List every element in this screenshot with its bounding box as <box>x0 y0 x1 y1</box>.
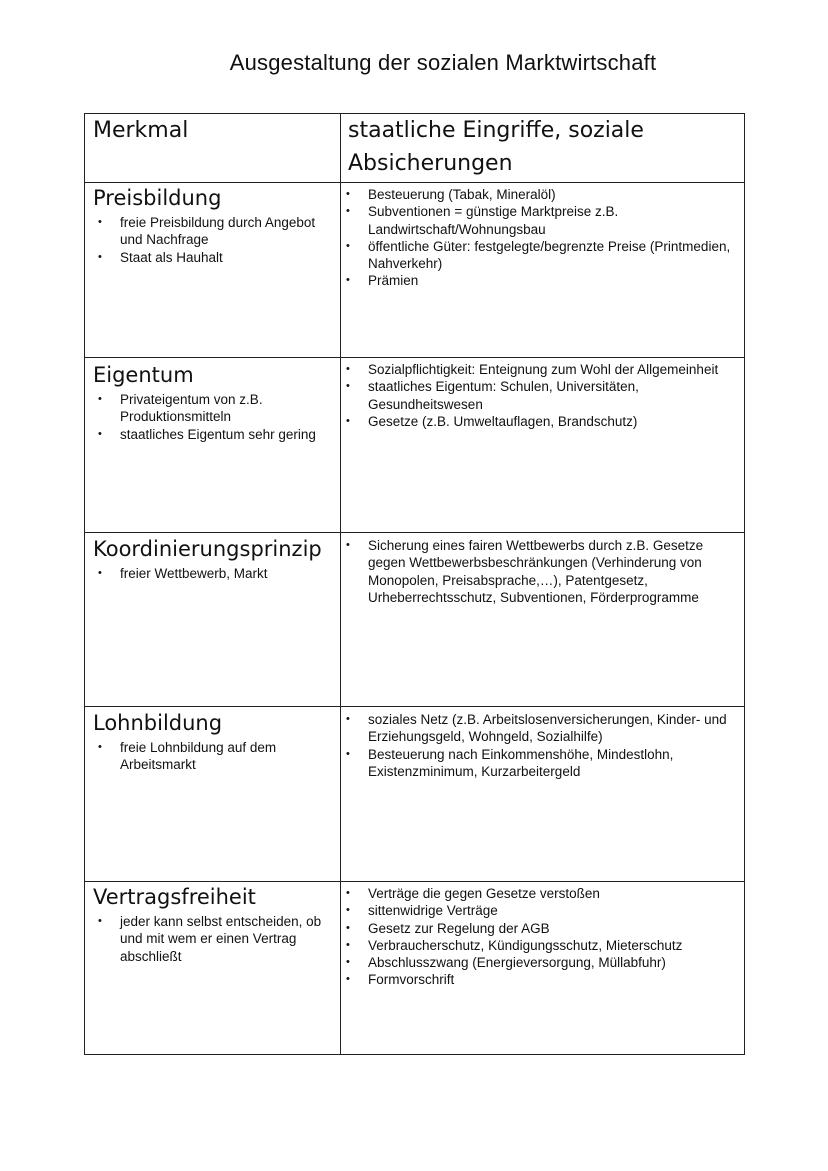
intervention-list <box>341 711 731 780</box>
feature-list <box>93 739 333 774</box>
list-item: • freie Preisbildung durch Angebot und Nachfrage <box>93 214 333 249</box>
list-item: • Verträge die gegen Gesetze verstoßen <box>341 885 731 902</box>
list-item: • Gesetz zur Regelung der AGB <box>341 920 731 937</box>
list-item: • sittenwidrige Verträge <box>341 902 731 919</box>
list-item: • Subventionen = günstige Marktpreise z.B. Landwirtschaft/Wohnungsbau <box>341 203 731 238</box>
list-item: • Formvorschrift <box>341 971 731 988</box>
intervention-cell <box>341 537 731 606</box>
feature-cell <box>93 185 333 266</box>
intervention-list <box>341 885 731 989</box>
list-item: • freier Wettbewerb, Markt <box>93 565 333 582</box>
row-divider <box>85 532 744 533</box>
feature-cell <box>93 536 333 582</box>
list-item: • freie Lohnbildung auf dem Arbeitsmarkt <box>93 739 333 774</box>
feature-title: Eigentum <box>93 363 194 387</box>
list-item: • jeder kann selbst entscheiden, ob und mit wem er einen Vertrag abschließt <box>93 913 333 965</box>
list-item: • Gesetze (z.B. Umweltauflagen, Brandschutz) <box>341 413 731 430</box>
row-divider <box>85 881 744 882</box>
header-merkmal: Merkmal <box>93 118 189 143</box>
feature-list <box>93 214 333 266</box>
list-item: • Abschlusszwang (Energieversorgung, Müllabfuhr) <box>341 954 731 971</box>
list-item: • Verbraucherschutz, Kündigungsschutz, Mieterschutz <box>341 937 731 954</box>
feature-title: Lohnbildung <box>93 711 223 735</box>
page-title: Ausgestaltung der sozialen Marktwirtschaft <box>229 50 657 75</box>
feature-title: Preisbildung <box>93 186 222 210</box>
feature-cell <box>93 884 333 965</box>
header-eingriffe: staatliche Eingriffe, soziale Absicherungen <box>348 118 644 176</box>
list-item: • staatliches Eigentum sehr gering <box>93 426 333 443</box>
list-item: • Besteuerung (Tabak, Mineralöl) <box>341 186 731 203</box>
intervention-list <box>341 361 731 430</box>
intervention-list <box>341 186 731 290</box>
intervention-cell <box>341 186 731 290</box>
row-divider <box>85 706 744 707</box>
intervention-cell <box>341 885 731 989</box>
intervention-cell <box>341 711 731 780</box>
intervention-cell <box>341 361 731 430</box>
features-table <box>84 113 745 1055</box>
feature-list <box>93 565 333 582</box>
feature-cell <box>93 710 333 774</box>
feature-cell <box>93 362 333 443</box>
list-item: • Privateigentum von z.B. Produktionsmitteln <box>93 391 333 426</box>
list-item: • Besteuerung nach Einkommenshöhe, Mindestlohn, Existenzminimum, Kurzarbeitergeld <box>341 746 731 781</box>
feature-title: Vertragsfreiheit <box>93 885 256 909</box>
row-divider <box>85 182 744 183</box>
row-divider <box>85 357 744 358</box>
list-item: • Prämien <box>341 272 731 289</box>
list-item: • Sozialpflichtigkeit: Enteignung zum Wohl der Allgemeinheit <box>341 361 731 378</box>
list-item: • staatliches Eigentum: Schulen, Universitäten, Gesundheitswesen <box>341 378 731 413</box>
feature-list <box>93 391 333 443</box>
intervention-list <box>341 537 731 606</box>
feature-list <box>93 913 333 965</box>
list-item: • Sicherung eines fairen Wettbewerbs durch z.B. Gesetze gegen Wettbewerbsbeschränkungen (Verhinderung von Monopolen, Preisabsprache,…), Patentgesetz, Urheberrechtsschutz, Subventionen, Förderprogramme <box>341 537 731 606</box>
list-item: • soziales Netz (z.B. Arbeitslosenversicherungen, Kinder- und Erziehungsgeld, Wohngeld, Sozialhilfe) <box>341 711 731 746</box>
list-item: • öffentliche Güter: festgelegte/begrenzte Preise (Printmedien, Nahverkehr) <box>341 238 731 273</box>
list-item: • Staat als Hauhalt <box>93 249 333 266</box>
feature-title: Koordinierungsprinzip <box>93 537 322 561</box>
